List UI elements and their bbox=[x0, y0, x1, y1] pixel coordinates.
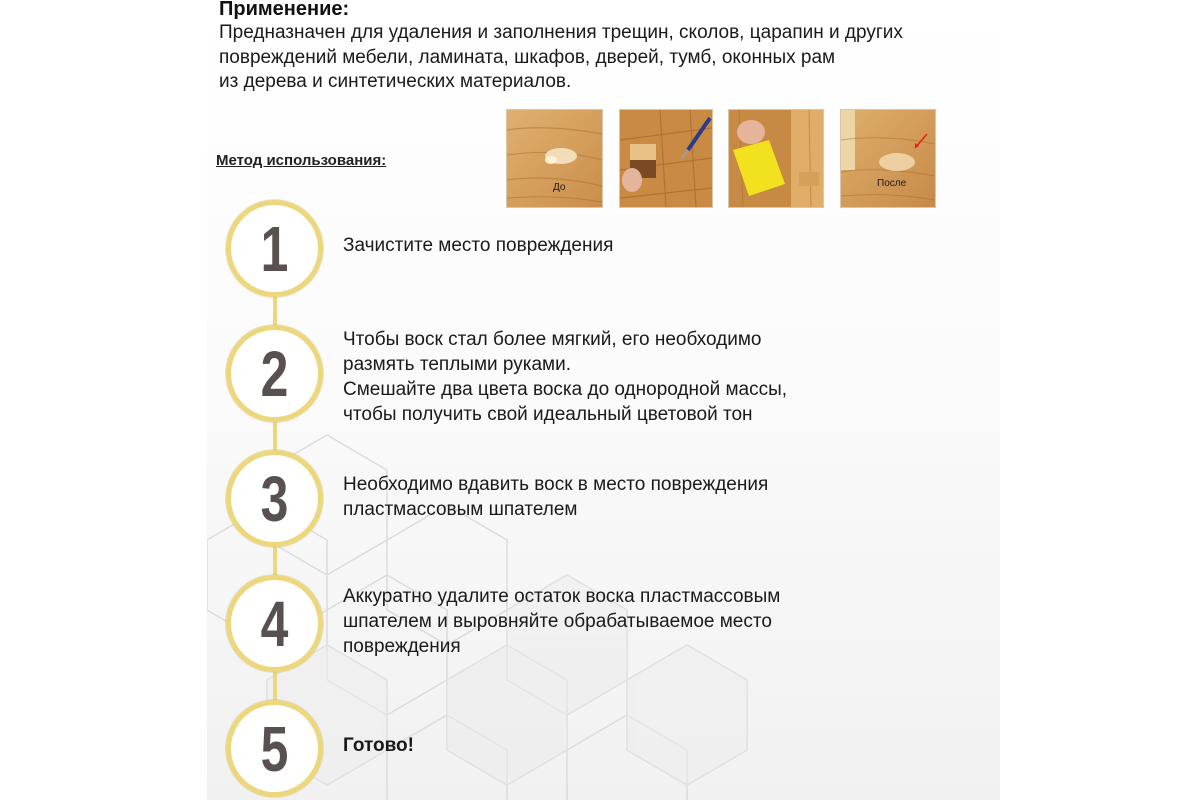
photo-after bbox=[840, 109, 936, 208]
step-4-line: шпателем и выровняйте обрабатываемое место bbox=[343, 611, 772, 632]
instruction-sheet bbox=[207, 0, 1000, 800]
step-3-line: Необходимо вдавить воск в место повреждения bbox=[343, 474, 769, 495]
photo-spatula bbox=[728, 109, 824, 208]
step-1-circle bbox=[226, 200, 323, 297]
application-description-line: повреждений мебели, ламината, шкафов, дверей, тумб, оконных рам bbox=[219, 46, 836, 68]
step-2-line: чтобы получить свой идеальный цветовой тон bbox=[343, 404, 753, 425]
step-2-circle bbox=[226, 325, 323, 422]
step-2-line: размять теплыми руками. bbox=[343, 354, 572, 375]
step-2-text bbox=[343, 327, 963, 427]
step-1-number: 1 bbox=[260, 212, 289, 285]
step-1-line: Зачистите место повреждения bbox=[343, 235, 614, 256]
application-title: Применение: bbox=[219, 0, 350, 20]
step-2-line: Смешайте два цвета воска до однородной массы, bbox=[343, 379, 788, 400]
application-description-line: из дерева и синтетических материалов. bbox=[219, 71, 572, 92]
step-3-text bbox=[343, 472, 963, 522]
step-2-line: Чтобы воск стал более мягкий, его необходимо bbox=[343, 329, 762, 350]
photo-before bbox=[506, 109, 603, 208]
step-4-line: повреждения bbox=[343, 636, 461, 657]
photo-caption-before: До bbox=[553, 182, 566, 193]
step-3-line: пластмассовым шпателем bbox=[343, 499, 578, 520]
step-3-number: 3 bbox=[260, 462, 289, 535]
step-5-line: Готово! bbox=[343, 735, 414, 756]
step-5-circle bbox=[226, 700, 323, 797]
step-1-text bbox=[343, 233, 963, 258]
step-2-number: 2 bbox=[260, 337, 289, 410]
step-5-text bbox=[343, 733, 963, 758]
photo-caption-after: После bbox=[877, 178, 907, 189]
application-description bbox=[219, 21, 999, 95]
step-5-number: 5 bbox=[260, 712, 289, 785]
application-description-line: Предназначен для удаления и заполнения трещин, сколов, царапин и других bbox=[219, 22, 903, 43]
step-4-circle bbox=[226, 575, 323, 672]
step-3-circle bbox=[226, 450, 323, 547]
step-4-text bbox=[343, 584, 963, 659]
step-4-number: 4 bbox=[260, 587, 289, 660]
photo-wax-blocks bbox=[619, 109, 713, 208]
method-title: Метод использования: bbox=[216, 152, 387, 169]
step-4-line: Аккуратно удалите остаток воска пластмассовым bbox=[343, 586, 781, 607]
